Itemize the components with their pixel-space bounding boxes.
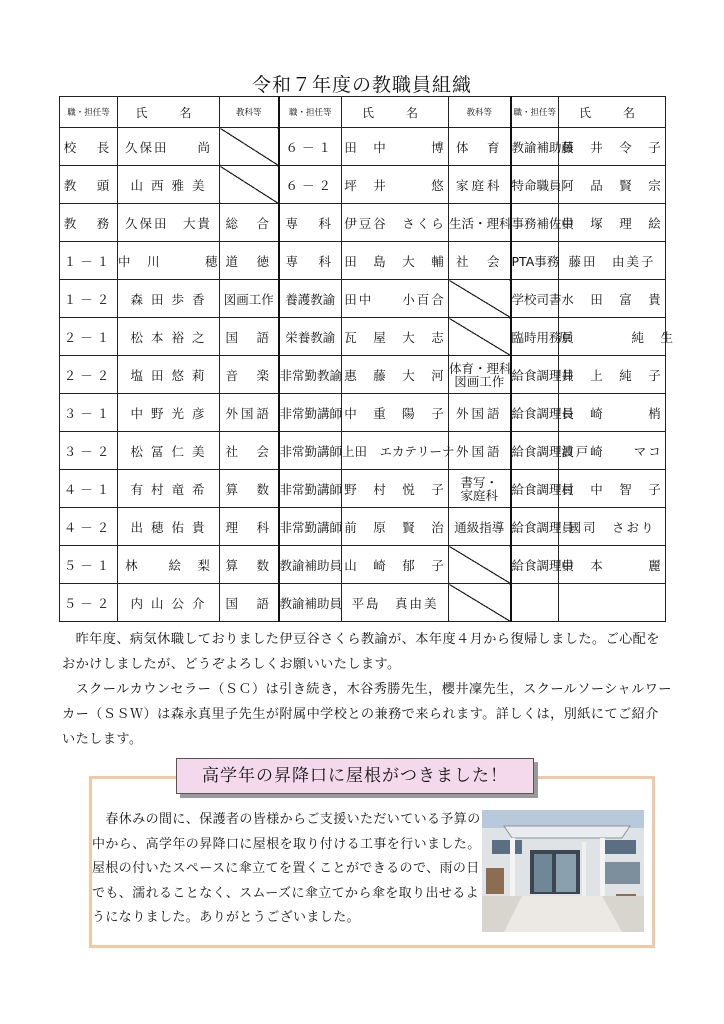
- news-heading: 高学年の昇降口に屋根がつきました！: [176, 758, 534, 794]
- name-cell: 久保田 尚: [118, 128, 220, 166]
- role-cell: 栄養教諭: [279, 318, 342, 356]
- role-cell: 非常勤講師: [279, 470, 342, 508]
- subject-cell: [449, 584, 511, 622]
- role-cell: １－１: [60, 242, 118, 280]
- role-cell: 教 頭: [60, 166, 118, 204]
- role-cell: １－２: [60, 280, 118, 318]
- name-cell: 中 本 麗: [559, 546, 666, 584]
- table-row: [60, 356, 666, 394]
- name-cell: 瓦 屋 大 志: [342, 318, 449, 356]
- table-row: [60, 318, 666, 356]
- name-cell: 田中 小百合: [342, 280, 449, 318]
- subject-cell: [220, 128, 279, 166]
- name-cell: [559, 584, 666, 622]
- role-cell: 教 務: [60, 204, 118, 242]
- role-cell: 給食調理員: [511, 508, 559, 546]
- role-cell: 専 科: [279, 242, 342, 280]
- role-cell: ４－２: [60, 508, 118, 546]
- name-cell: 山 崎 郁 子: [342, 546, 449, 584]
- header-name: 氏 名: [559, 97, 666, 128]
- role-cell: 非常勤教諭: [279, 356, 342, 394]
- subject-cell: 算 数: [220, 546, 279, 584]
- page-title: 令和７年度の教職員組織: [251, 74, 472, 96]
- name-cell: 坪 井 悠: [342, 166, 449, 204]
- subject-cell: 体 育: [449, 128, 511, 166]
- subject-cell: 国 語: [220, 584, 279, 622]
- role-cell: 特命職員: [511, 166, 559, 204]
- name-cell: 惠 藤 大 河: [342, 356, 449, 394]
- role-cell: ４－１: [60, 470, 118, 508]
- role-cell: ３－２: [60, 432, 118, 470]
- name-cell: 内 山 公 介: [118, 584, 220, 622]
- subject-cell: 社 会: [220, 432, 279, 470]
- name-cell: 林 絵 梨: [118, 546, 220, 584]
- subject-cell: 道 徳: [220, 242, 279, 280]
- table-row: [60, 204, 666, 242]
- return-notice: 昨年度、病気休職しておりました伊豆谷さくら教諭が、本年度４月から復帰しました。ご心配をおかけしましたが、どうぞよろしくお願いいたします。: [62, 632, 660, 672]
- subject-cell: 算 数: [220, 470, 279, 508]
- name-cell: 井 上 純 子: [559, 356, 666, 394]
- role-cell: ６－１: [279, 128, 342, 166]
- table-row: [60, 508, 666, 546]
- subject-cell: 音 楽: [220, 356, 279, 394]
- role-cell: [511, 584, 559, 622]
- name-cell: 出 穂 佑 貴: [118, 508, 220, 546]
- name-cell: 長 崎 梢: [559, 394, 666, 432]
- role-cell: PTA事務: [511, 242, 559, 280]
- name-cell: 原 純 生: [559, 318, 666, 356]
- table-row: [60, 166, 666, 204]
- role-cell: 給食調理員: [511, 356, 559, 394]
- role-cell: 給食調理員: [511, 432, 559, 470]
- role-cell: 給食調理員: [511, 470, 559, 508]
- name-cell: 伊豆谷 さくら: [342, 204, 449, 242]
- name-cell: 野 村 悦 子: [342, 470, 449, 508]
- header-subject: 教科等: [220, 97, 279, 128]
- header-role: 職・担任等: [511, 97, 559, 128]
- name-cell: 前 原 賢 治: [342, 508, 449, 546]
- subject-cell: 体育・理科 図画工作: [449, 356, 511, 394]
- subject-cell: 書写・ 家庭科: [449, 470, 511, 508]
- name-cell: 藤田 由美子: [559, 242, 666, 280]
- subject-cell: 外国語: [449, 394, 511, 432]
- role-cell: 臨時用務員: [511, 318, 559, 356]
- name-cell: 森 田 歩 香: [118, 280, 220, 318]
- subject-cell: 通級指導: [449, 508, 511, 546]
- role-cell: ６－２: [279, 166, 342, 204]
- role-cell: 専 科: [279, 204, 342, 242]
- name-cell: 松 冨 仁 美: [118, 432, 220, 470]
- name-cell: 波戸崎 マコ: [559, 432, 666, 470]
- name-cell: 中 川 穂: [118, 242, 220, 280]
- subject-cell: 生活・理科: [449, 204, 511, 242]
- name-cell: 國司 さおり: [559, 508, 666, 546]
- role-cell: ２－１: [60, 318, 118, 356]
- role-cell: 校 長: [60, 128, 118, 166]
- table-row: [60, 280, 666, 318]
- role-cell: 養護教諭: [279, 280, 342, 318]
- name-cell: 村 中 智 子: [559, 470, 666, 508]
- subject-cell: 外国語: [220, 394, 279, 432]
- subject-cell: [449, 546, 511, 584]
- subject-cell: [220, 166, 279, 204]
- table-row: [60, 546, 666, 584]
- role-cell: 非常勤講師: [279, 432, 342, 470]
- subject-cell: 国 語: [220, 318, 279, 356]
- name-cell: 藤 井 令 子: [559, 128, 666, 166]
- entrance-photo: [482, 810, 644, 932]
- name-cell: 中 塚 理 絵: [559, 204, 666, 242]
- name-cell: 山 西 雅 美: [118, 166, 220, 204]
- table-row: [60, 470, 666, 508]
- staff-table: [59, 96, 676, 622]
- header-name: 氏 名: [118, 97, 220, 128]
- name-cell: 有 村 竜 希: [118, 470, 220, 508]
- name-cell: 上田 エカテリーナ: [342, 432, 449, 470]
- role-cell: 事務補佐員: [511, 204, 559, 242]
- name-cell: 平島 真由美: [342, 584, 449, 622]
- header-role: 職・担任等: [279, 97, 342, 128]
- subject-cell: 外国語: [449, 432, 511, 470]
- subject-cell: [449, 318, 511, 356]
- header-subject: 教科等: [449, 97, 511, 128]
- table-row: [60, 128, 666, 166]
- role-cell: 非常勤講師: [279, 508, 342, 546]
- subject-cell: [449, 280, 511, 318]
- table-row: [60, 432, 666, 470]
- name-cell: 田 島 大 輔: [342, 242, 449, 280]
- table-header-row: [60, 97, 666, 128]
- subject-cell: 社 会: [449, 242, 511, 280]
- subject-cell: 総 合: [220, 204, 279, 242]
- table-row: [60, 394, 666, 432]
- role-cell: 非常勤講師: [279, 394, 342, 432]
- role-cell: 教諭補助員: [279, 546, 342, 584]
- role-cell: 教諭補助員: [511, 128, 559, 166]
- name-cell: 阿 品 賢 宗: [559, 166, 666, 204]
- name-cell: 久保田 大貴: [118, 204, 220, 242]
- header-name: 氏 名: [342, 97, 449, 128]
- name-cell: 中 重 陽 子: [342, 394, 449, 432]
- role-cell: 教諭補助員: [279, 584, 342, 622]
- subject-cell: 理 科: [220, 508, 279, 546]
- news-body: 春休みの間に、保護者の皆様からご支援いただいている予算の中から、高学年の昇降口に屋根を取り付ける工事を行いました。屋根の付いたスペースに傘立てを置くことができるので、雨の日でも、濡れることなく、スムーズに傘立てから傘を取り出せるようになりました。ありがとうございました。: [92, 812, 481, 925]
- staff-table-body: [60, 97, 676, 622]
- name-cell: 水 田 富 貴: [559, 280, 666, 318]
- name-cell: 中 野 光 彦: [118, 394, 220, 432]
- name-cell: 松 本 裕 之: [118, 318, 220, 356]
- subject-cell: 図画工作: [220, 280, 279, 318]
- role-cell: ５－２: [60, 584, 118, 622]
- subject-cell: 家庭科: [449, 166, 511, 204]
- table-row: [60, 242, 666, 280]
- name-cell: 塩 田 悠 莉: [118, 356, 220, 394]
- header-role: 職・担任等: [60, 97, 118, 128]
- counselor-notice: スクールカウンセラー（ＳＣ）は引き続き，木谷秀勝先生，櫻井凜先生，スクールソーシャルワーカー（ＳＳＷ）は森永真里子先生が附属中学校との兼務で来られます。詳しくは，別紙にてご紹介いたします。: [62, 682, 672, 747]
- name-cell: 田 中 博: [342, 128, 449, 166]
- role-cell: ３－１: [60, 394, 118, 432]
- role-cell: 給食調理員: [511, 394, 559, 432]
- table-row: [60, 584, 666, 622]
- role-cell: ２－２: [60, 356, 118, 394]
- role-cell: 学校司書: [511, 280, 559, 318]
- role-cell: 給食調理員: [511, 546, 559, 584]
- role-cell: ５－１: [60, 546, 118, 584]
